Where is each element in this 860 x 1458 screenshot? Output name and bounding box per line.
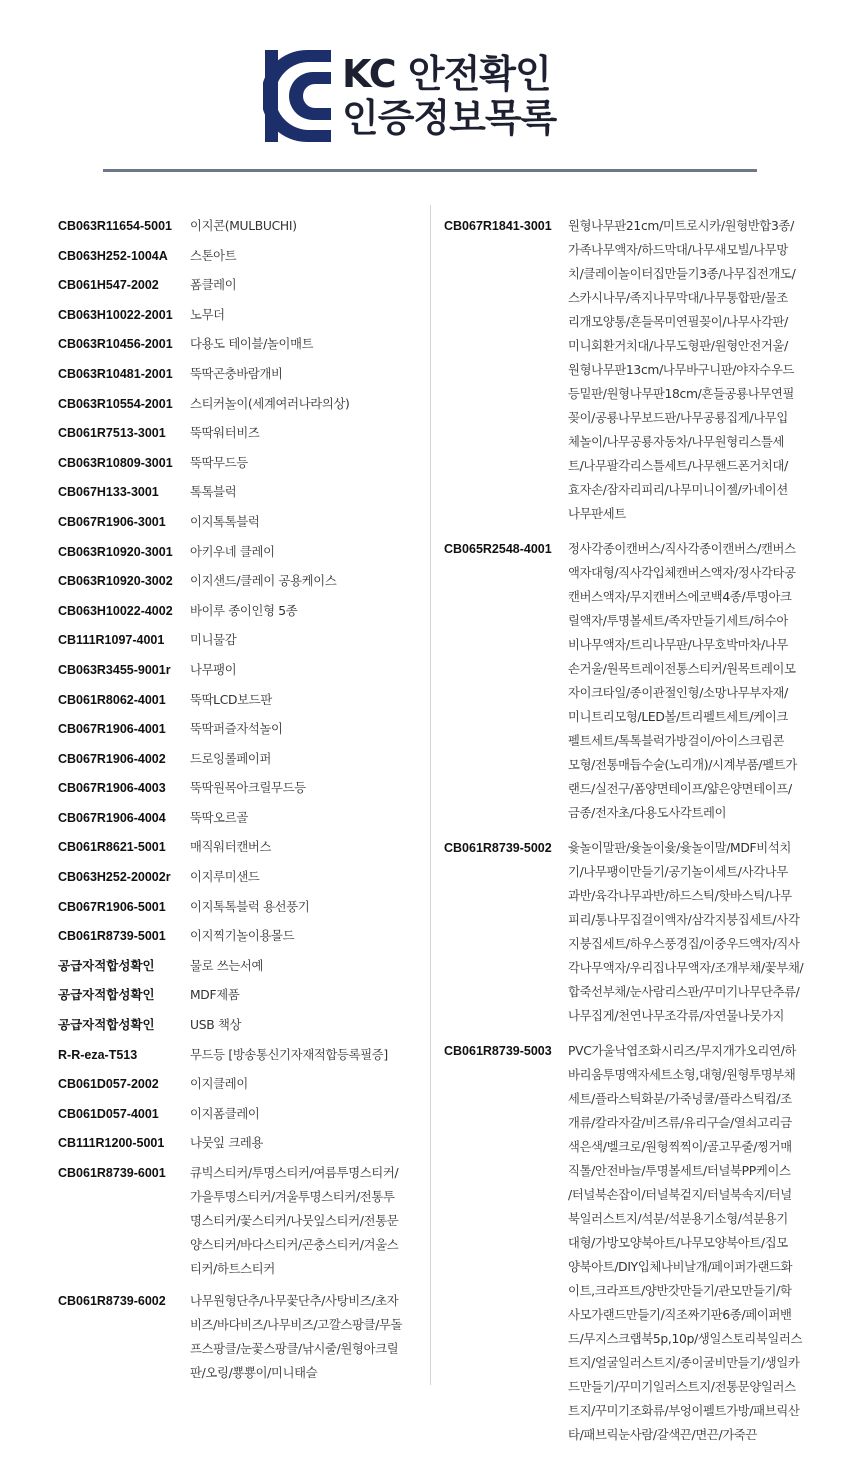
certification-code: CB061R8739-6002 xyxy=(58,1294,166,1308)
product-description: PVC가울낙엽조화시리즈/무지개가오리연/하 바리움투명액자세트소형,대형/원형투명부채 세트/플라스틱화분/가죽넝쿨/플라스틱컵/조 개류/칼라자갈/비즈류/유리구슬/열쇠고리금 색은색/벨크로/원형찍찍이/골고무줄/찡거매 직톨/안전바늘/투명볼세트/터널북PP케이스 /터널북손잡이/터널북겉지/터널북속지/터널 북일러스트지/석분/석분용기소형/석분용기 대형/가방모양북아트/나무모양북아트/집모 양북아트/DIY입체나비날개/페이퍼가랜드화 이트,크라프트/양반갓만들기/관모만들기/학 사모가랜드만들기/직조짜기판6종/페이퍼밴 드/무지스크랩북5p,10p/생일스토리북일러스 트지/얼굴일러스트지/종이굴비만들기/생일카 드만들기/꾸미기일러스트지/전통문양일러스 트지/꾸미기조화류/부엉이펠트가방/패브릭산 타/패브릭눈사람/갈색끈/면끈/가죽끈 xyxy=(568,1044,803,1442)
certification-entry xyxy=(58,1013,426,1043)
certification-code: CB061R8621-5001 xyxy=(58,840,166,855)
certification-code: CB063R10481-2001 xyxy=(58,366,173,381)
certification-entry xyxy=(58,332,426,362)
certification-code: CB067R1906-3001 xyxy=(58,514,166,529)
certification-code: CB067R1906-4002 xyxy=(58,751,166,766)
product-description: 큐빅스티커/투명스티커/여름투명스티커/ 가을투명스티커/겨울투명스티커/전통투 명스티커/꽃스티커/나뭇잎스티커/전통문 양스티커/바다스티커/곤충스티커/겨울스 티커/하트스티커 xyxy=(190,1166,399,1276)
product-description: 아키우네 클레이 xyxy=(190,544,275,559)
certification-code: CB067R1906-4003 xyxy=(58,781,166,796)
certification-code: CB067R1906-5001 xyxy=(58,899,166,914)
certification-code: R-R-eza-T513 xyxy=(58,1047,138,1062)
certification-code: CB067R1906-4004 xyxy=(58,810,166,825)
certification-code: CB063H10022-2001 xyxy=(58,307,173,322)
product-description: 정사각종이캔버스/직사각종이캔버스/캔버스 액자대형/직사각입체캔버스액자/정사각타공 캔버스액자/무지캔버스에코백4종/투명아크 릴액자/투명볼세트/족자만들기세트/허수아 비나무액자/트리나무판/나무호박마차/나무 손거울/원목트레이전통스티커/원목트레이모 자이크타일/종이관절인형/소망나무부자재/ 미니트리모형/LED볼/트리펠트세트/케이크 펠트세트/톡톡블럭가방걸이/아이스크림콘 모형/전통매듭수술(노리개)/시계부품/펠트가 랜드/실전구/폼양면테이프/얇은양면테이프/ 금종/전자초/다용도사각트레이 xyxy=(568,542,797,820)
certification-entry xyxy=(58,1072,426,1102)
certification-entry xyxy=(58,628,426,658)
certification-code: CB063R10554-2001 xyxy=(58,396,173,411)
certification-code: CB067H133-3001 xyxy=(58,485,159,500)
certification-entry xyxy=(58,806,426,836)
page-title-line1: KC 안전확인 xyxy=(342,52,551,96)
certification-code: CB061R8739-5002 xyxy=(444,841,552,855)
certification-code: CB061D057-4001 xyxy=(58,1106,159,1121)
product-description: 톡톡블럭 xyxy=(190,485,237,500)
product-description: 드로잉롤페이퍼 xyxy=(190,751,272,766)
certification-code: CB063H10022-4002 xyxy=(58,603,173,618)
certification-entry xyxy=(58,480,426,510)
product-description: 이지폼클레이 xyxy=(190,1106,260,1121)
product-description: 이지찍기놀이용몰드 xyxy=(190,929,295,944)
product-description: 뚝딱퍼즐자석놀이 xyxy=(190,722,283,737)
product-description: 노무더 xyxy=(190,307,225,322)
product-description: 물로 쓰는서예 xyxy=(190,958,264,973)
product-description: 이지루미샌드 xyxy=(190,870,260,885)
certification-entry xyxy=(58,776,426,806)
product-description: 뚝딱LCD보드판 xyxy=(190,692,272,707)
certification-entry xyxy=(58,658,426,688)
product-description: 다용도 테이블/놀이매트 xyxy=(190,337,314,352)
product-description: 스톤아트 xyxy=(190,248,237,263)
left-certification-list xyxy=(58,214,426,1393)
product-description: 이지콘(MULBUCHI) xyxy=(190,219,297,233)
certification-entry xyxy=(58,1043,426,1073)
certification-code: 공급자적합성확인 xyxy=(58,1018,155,1033)
product-description: 이지톡톡블럭 용선풍기 xyxy=(190,899,310,914)
certification-entry xyxy=(58,421,426,451)
certification-code: CB111R1200-5001 xyxy=(58,1136,165,1151)
kc-mark-icon xyxy=(263,48,335,144)
product-description: 나무팽이 xyxy=(190,662,237,677)
product-description: 매직워터캔버스 xyxy=(190,840,272,855)
certification-entry xyxy=(58,392,426,422)
certification-code: CB061R8062-4001 xyxy=(58,692,166,707)
certification-code: CB063R10456-2001 xyxy=(58,337,173,352)
certification-entry xyxy=(58,1161,426,1281)
certification-entry xyxy=(58,924,426,954)
certification-code: 공급자적합성확인 xyxy=(58,988,155,1003)
certification-code: CB061R7513-3001 xyxy=(58,426,166,441)
certification-code: CB061R8739-6001 xyxy=(58,1166,166,1180)
product-description: 뚝딱오르골 xyxy=(190,810,248,825)
certification-code: CB061R8739-5003 xyxy=(444,1044,552,1058)
certification-code: CB063H252-20002r xyxy=(58,870,171,885)
certification-entry xyxy=(58,717,426,747)
certification-entry xyxy=(444,537,816,825)
certification-entry xyxy=(444,836,816,1028)
product-description: 원형나무판21cm/미트로시카/원형반합3종/ 가족나무액자/하드막대/나무새모빌/나무망 치/클레이놀이터집만들기3종/나무집전개도/ 스카시나무/족지나무막대/나무통합판/물조 리개모양통/흔들목미연필꽂이/나무사각판/ 미니회환거치대/나무도형판/원형안전거울/ 원형나무판13cm/나무바구니판/야자수우드 등밑판/원형나무판18cm/흔들공룡나무연필 꽂이/공룡나무보드판/나무공룡집게/나무입 체놀이/나무공룡자동차/나무원형리스틀세 트/나무팔각리스틀세트/나무핸드폰거치대/ 효자손/잠자리피리/나무미니이젤/카네이션 나무판세트 xyxy=(568,219,796,521)
certification-code: CB063R3455-9001r xyxy=(58,662,171,677)
certification-entry xyxy=(58,688,426,718)
certification-code: CB065R2548-4001 xyxy=(444,542,552,556)
certification-entry xyxy=(444,214,816,526)
certification-entry xyxy=(58,214,426,244)
certification-entry xyxy=(58,1131,426,1161)
product-description: 뚝딱워터비즈 xyxy=(190,426,260,441)
certification-entry xyxy=(58,510,426,540)
certification-entry xyxy=(58,1289,426,1385)
certification-code: CB063H252-1004A xyxy=(58,248,168,263)
certification-entry xyxy=(58,451,426,481)
product-description: 뚝딱곤충바람개비 xyxy=(190,366,283,381)
certification-entry xyxy=(58,835,426,865)
right-certification-list xyxy=(444,214,816,1458)
product-description: 나무원형단추/나무꽃단추/사탕비즈/초자 비즈/바다비즈/나무비즈/고깔스팡클/무돌 프스팡클/눈꽃스팡클/낚시줄/원형아크릴 판/오링/뿅뿅이/미니태슬 xyxy=(190,1294,403,1380)
product-description: 윷놀이말판/윷놀이윷/윷놀이말/MDF비석치 기/나무팽이만들기/공기놀이세트/사각나무 과반/육각나무과반/하드스틱/핫바스틱/나무 피리/통나무집걸이액자/삼각지붕집세트/사각 지붕집세트/하우스풍경집/이중우드액자/직사 각나무액자/우리집나무액자/조개부채/꽃부채/ 합죽선부채/눈사람리스판/꾸미기나무단추류/ 나무집게/천연나무조각류/자연물나뭇가지 xyxy=(568,841,804,1023)
certification-code: CB063R11654-5001 xyxy=(58,219,172,233)
certification-code: CB067R1906-4001 xyxy=(58,722,166,737)
certification-code: 공급자적합성확인 xyxy=(58,958,155,973)
certification-code: CB067R1841-3001 xyxy=(444,219,552,233)
certification-entry xyxy=(58,303,426,333)
page-header xyxy=(0,0,860,180)
column-separator xyxy=(430,205,431,1385)
product-description: 이지클레이 xyxy=(190,1077,248,1092)
product-description: 미니물감 xyxy=(190,633,237,648)
certification-entry xyxy=(58,599,426,629)
certification-entry xyxy=(58,362,426,392)
certification-entry xyxy=(58,747,426,777)
certification-entry xyxy=(58,273,426,303)
page-title-line2: 인증정보목록 xyxy=(342,96,557,140)
certification-code: CB063R10809-3001 xyxy=(58,455,173,470)
certification-entry xyxy=(58,569,426,599)
header-divider xyxy=(103,169,757,172)
certification-entry xyxy=(58,954,426,984)
certification-code: CB061R8739-5001 xyxy=(58,929,166,944)
certification-entry xyxy=(444,1039,816,1447)
certification-entry xyxy=(58,244,426,274)
product-description: MDF제품 xyxy=(190,988,240,1003)
certification-entry xyxy=(58,1102,426,1132)
product-description: 이지톡톡블럭 xyxy=(190,514,260,529)
product-description: 바이루 종이인형 5종 xyxy=(190,603,298,618)
product-description: 무드등 [방송통신기자재적합등록필증] xyxy=(190,1047,388,1062)
certification-code: CB063R10920-3002 xyxy=(58,574,173,589)
certification-code: CB063R10920-3001 xyxy=(58,544,173,559)
certification-entry xyxy=(58,865,426,895)
product-description: USB 책상 xyxy=(190,1018,242,1033)
product-description: 나뭇잎 크레용 xyxy=(190,1136,264,1151)
certification-entry xyxy=(58,540,426,570)
certification-code: CB061H547-2002 xyxy=(58,278,159,293)
product-description: 뚝딱원목아크릴무드등 xyxy=(190,781,306,796)
product-description: 스티커놀이(세계여러나라의상) xyxy=(190,396,350,411)
product-description: 뚝딱무드등 xyxy=(190,455,248,470)
certification-code: CB111R1097-4001 xyxy=(58,633,165,648)
certification-entry xyxy=(58,895,426,925)
certification-code: CB061D057-2002 xyxy=(58,1077,159,1092)
product-description: 이지샌드/클레이 공용케이스 xyxy=(190,574,337,589)
certification-entry xyxy=(58,983,426,1013)
product-description: 폼클레이 xyxy=(190,278,237,293)
